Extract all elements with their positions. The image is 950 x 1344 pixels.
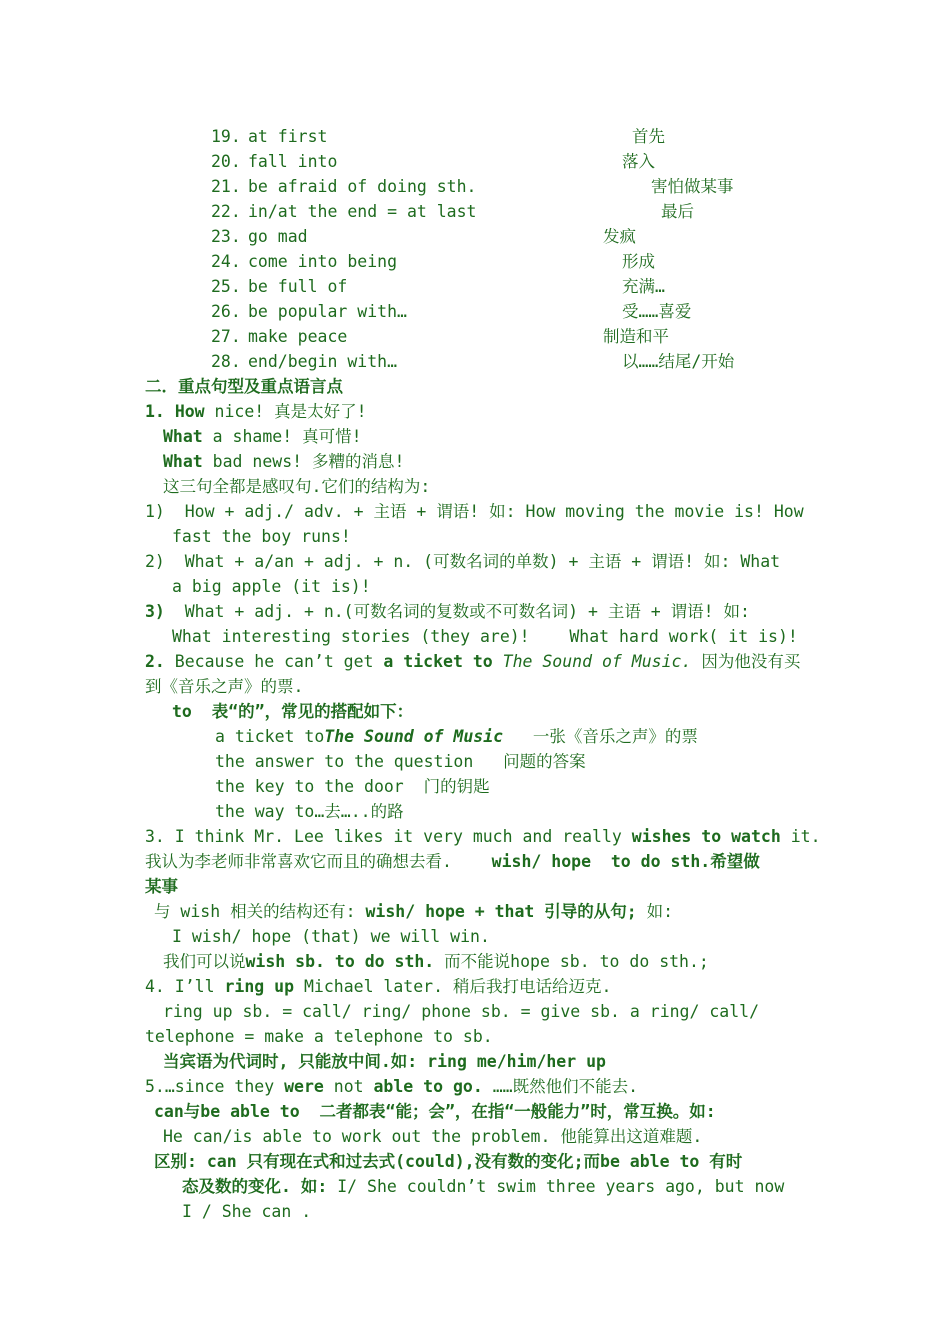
text-line [163, 949, 709, 974]
vocab-meaning: 落入 [622, 152, 655, 171]
vocab-meaning: 发疯 [603, 227, 636, 246]
point-3-line [145, 824, 821, 849]
text: 一张《音乐之声》的票 [503, 727, 698, 746]
vocab-phrase: end/begin with… [248, 352, 398, 371]
text: 5.…since they [145, 1077, 285, 1096]
text: 4. I’ll [145, 977, 225, 996]
text: it. [780, 827, 821, 846]
title-italic: The Sound of Music [324, 727, 504, 746]
example-line [215, 724, 698, 749]
vocab-phrase: be afraid of doing sth. [248, 177, 477, 196]
text: a ticket to [215, 727, 325, 746]
point-number: 1. [145, 402, 165, 421]
example-line [163, 449, 404, 474]
note-line: 区别: can 只有现在式和过去式(could),没有数的变化;而be able to 有时 [154, 1152, 743, 1171]
text: Because he can’t get [164, 652, 384, 671]
point-number: 2. [145, 652, 165, 671]
text: 我认为李老师非常喜欢它而且的确想去看. [145, 852, 492, 871]
vocab-num: 25. [211, 277, 241, 296]
note-line: 当宾语为代词时, 只能放中间.如: ring me/him/her up [163, 1052, 606, 1071]
rule-line-cont: What interesting stories (they are)! What hard work( it is)! [172, 627, 798, 646]
vocab-num: 23. [211, 227, 241, 246]
note-line: can与be able to 二者都表“能；会”，在指“一般能力”时，常互换。如: [154, 1102, 716, 1121]
text-line: ring up sb. = call/ ring/ phone sb. = give sb. a ring/ call/ [163, 1002, 760, 1021]
example-line: I / She can . [182, 1202, 312, 1221]
text: 3. I think Mr. Lee likes it very much and really [145, 827, 632, 846]
vocab-num: 19. [211, 127, 241, 146]
rule-line-cont: fast the boy runs! [172, 527, 351, 546]
example-line: He can/is able to work out the problem. 他能算出这道难题. [163, 1127, 703, 1146]
text: Michael later. 稍后我打电话给迈克. [294, 977, 612, 996]
vocab-num: 20. [211, 152, 241, 171]
rule-line [145, 599, 750, 624]
keyword: wishes to watch [631, 827, 781, 846]
vocab-meaning: 以……结尾/开始 [622, 352, 735, 371]
vocab-num: 24. [211, 252, 241, 271]
explanation-line: 这三句全都是感叹句.它们的结构为: [163, 477, 431, 496]
text-line: 到《音乐之声》的票. [145, 677, 304, 696]
vocab-phrase: at first [248, 127, 328, 146]
keyword: a ticket to [383, 652, 493, 671]
vocab-meaning: 害怕做某事 [651, 177, 734, 196]
text: not [323, 1077, 374, 1096]
text: 而不能说hope sb. to do sth.; [434, 952, 709, 971]
keyword: How [174, 402, 205, 421]
vocab-phrase: fall into [248, 152, 338, 171]
text-line: telephone = make a telephone to sb. [145, 1027, 493, 1046]
example-line: I wish/ hope (that) we will win. [172, 927, 490, 946]
text: 与 wish 相关的结构还有: [154, 902, 366, 921]
vocab-phrase: in/at the end = at last [248, 202, 477, 221]
example-line: the answer to the question 问题的答案 [215, 752, 586, 771]
text-line [154, 899, 673, 924]
point-5-line [145, 1074, 638, 1099]
section-title: 二．重点句型及重点语言点 [145, 377, 343, 396]
vocab-num: 26. [211, 302, 241, 321]
vocab-meaning: 充满… [622, 277, 665, 296]
vocab-phrase: make peace [248, 327, 348, 346]
vocab-num: 28. [211, 352, 241, 371]
text: What + adj. + n.(可数名词的复数或不可数名词) + 主语 + 谓语! 如: [164, 602, 750, 621]
example-line [163, 424, 362, 449]
text: ……既然他们不能去. [482, 1077, 639, 1096]
example-line [182, 1174, 784, 1199]
point-4-line [145, 974, 611, 999]
rule-line: 1) How + adj./ adv. + 主语 + 谓语! 如: How moving the movie is! How [145, 502, 804, 521]
vocab-meaning: 最后 [661, 202, 694, 221]
vocab-phrase: go mad [248, 227, 308, 246]
keyword: wish sb. to do sth. [245, 952, 435, 971]
vocab-num: 27. [211, 327, 241, 346]
keyword: wish/ hope to do sth.希望做 [491, 852, 760, 871]
text: nice! 真是太好了! [204, 402, 367, 421]
text-line: 某事 [145, 877, 178, 896]
text: 我们可以说 [163, 952, 246, 971]
keyword: What [163, 452, 203, 471]
text: 如: [636, 902, 674, 921]
vocab-meaning: 受……喜爱 [622, 302, 692, 321]
title-italic: The Sound of Music. [502, 652, 692, 671]
vocab-num: 22. [211, 202, 241, 221]
text: 因为他没有买 [691, 652, 801, 671]
keyword: ring up [224, 977, 295, 996]
vocab-phrase: be popular with… [248, 302, 407, 321]
keyword: able to go. [373, 1077, 483, 1096]
keyword: were [284, 1077, 324, 1096]
subheading: to 表“的”，常见的搭配如下： [172, 702, 414, 721]
example-line: the key to the door 门的钥匙 [215, 777, 490, 796]
text: I/ She couldn’t swim three years ago, but now [327, 1177, 785, 1196]
vocab-meaning: 制造和平 [603, 327, 669, 346]
point-2-line [145, 649, 800, 674]
vocab-meaning: 首先 [632, 127, 665, 146]
rule-number: 3) [145, 602, 165, 621]
keyword: 态及数的变化. 如: [182, 1177, 328, 1196]
rule-line: 2) What + a/an + adj. + n. (可数名词的单数) + 主语 + 谓语! 如: What [145, 552, 781, 571]
keyword: wish/ hope + that 引导的从句; [365, 902, 637, 921]
rule-line-cont: a big apple (it is)! [172, 577, 371, 596]
keyword: What [163, 427, 203, 446]
text: a shame! 真可惜! [202, 427, 362, 446]
vocab-phrase: be full of [248, 277, 348, 296]
text: bad news! 多糟的消息! [202, 452, 405, 471]
vocab-num: 21. [211, 177, 241, 196]
vocab-phrase: come into being [248, 252, 398, 271]
example-line: the way to…去…..的路 [215, 802, 404, 821]
vocab-meaning: 形成 [622, 252, 655, 271]
text-line [145, 849, 760, 874]
point-1-line [145, 399, 367, 424]
